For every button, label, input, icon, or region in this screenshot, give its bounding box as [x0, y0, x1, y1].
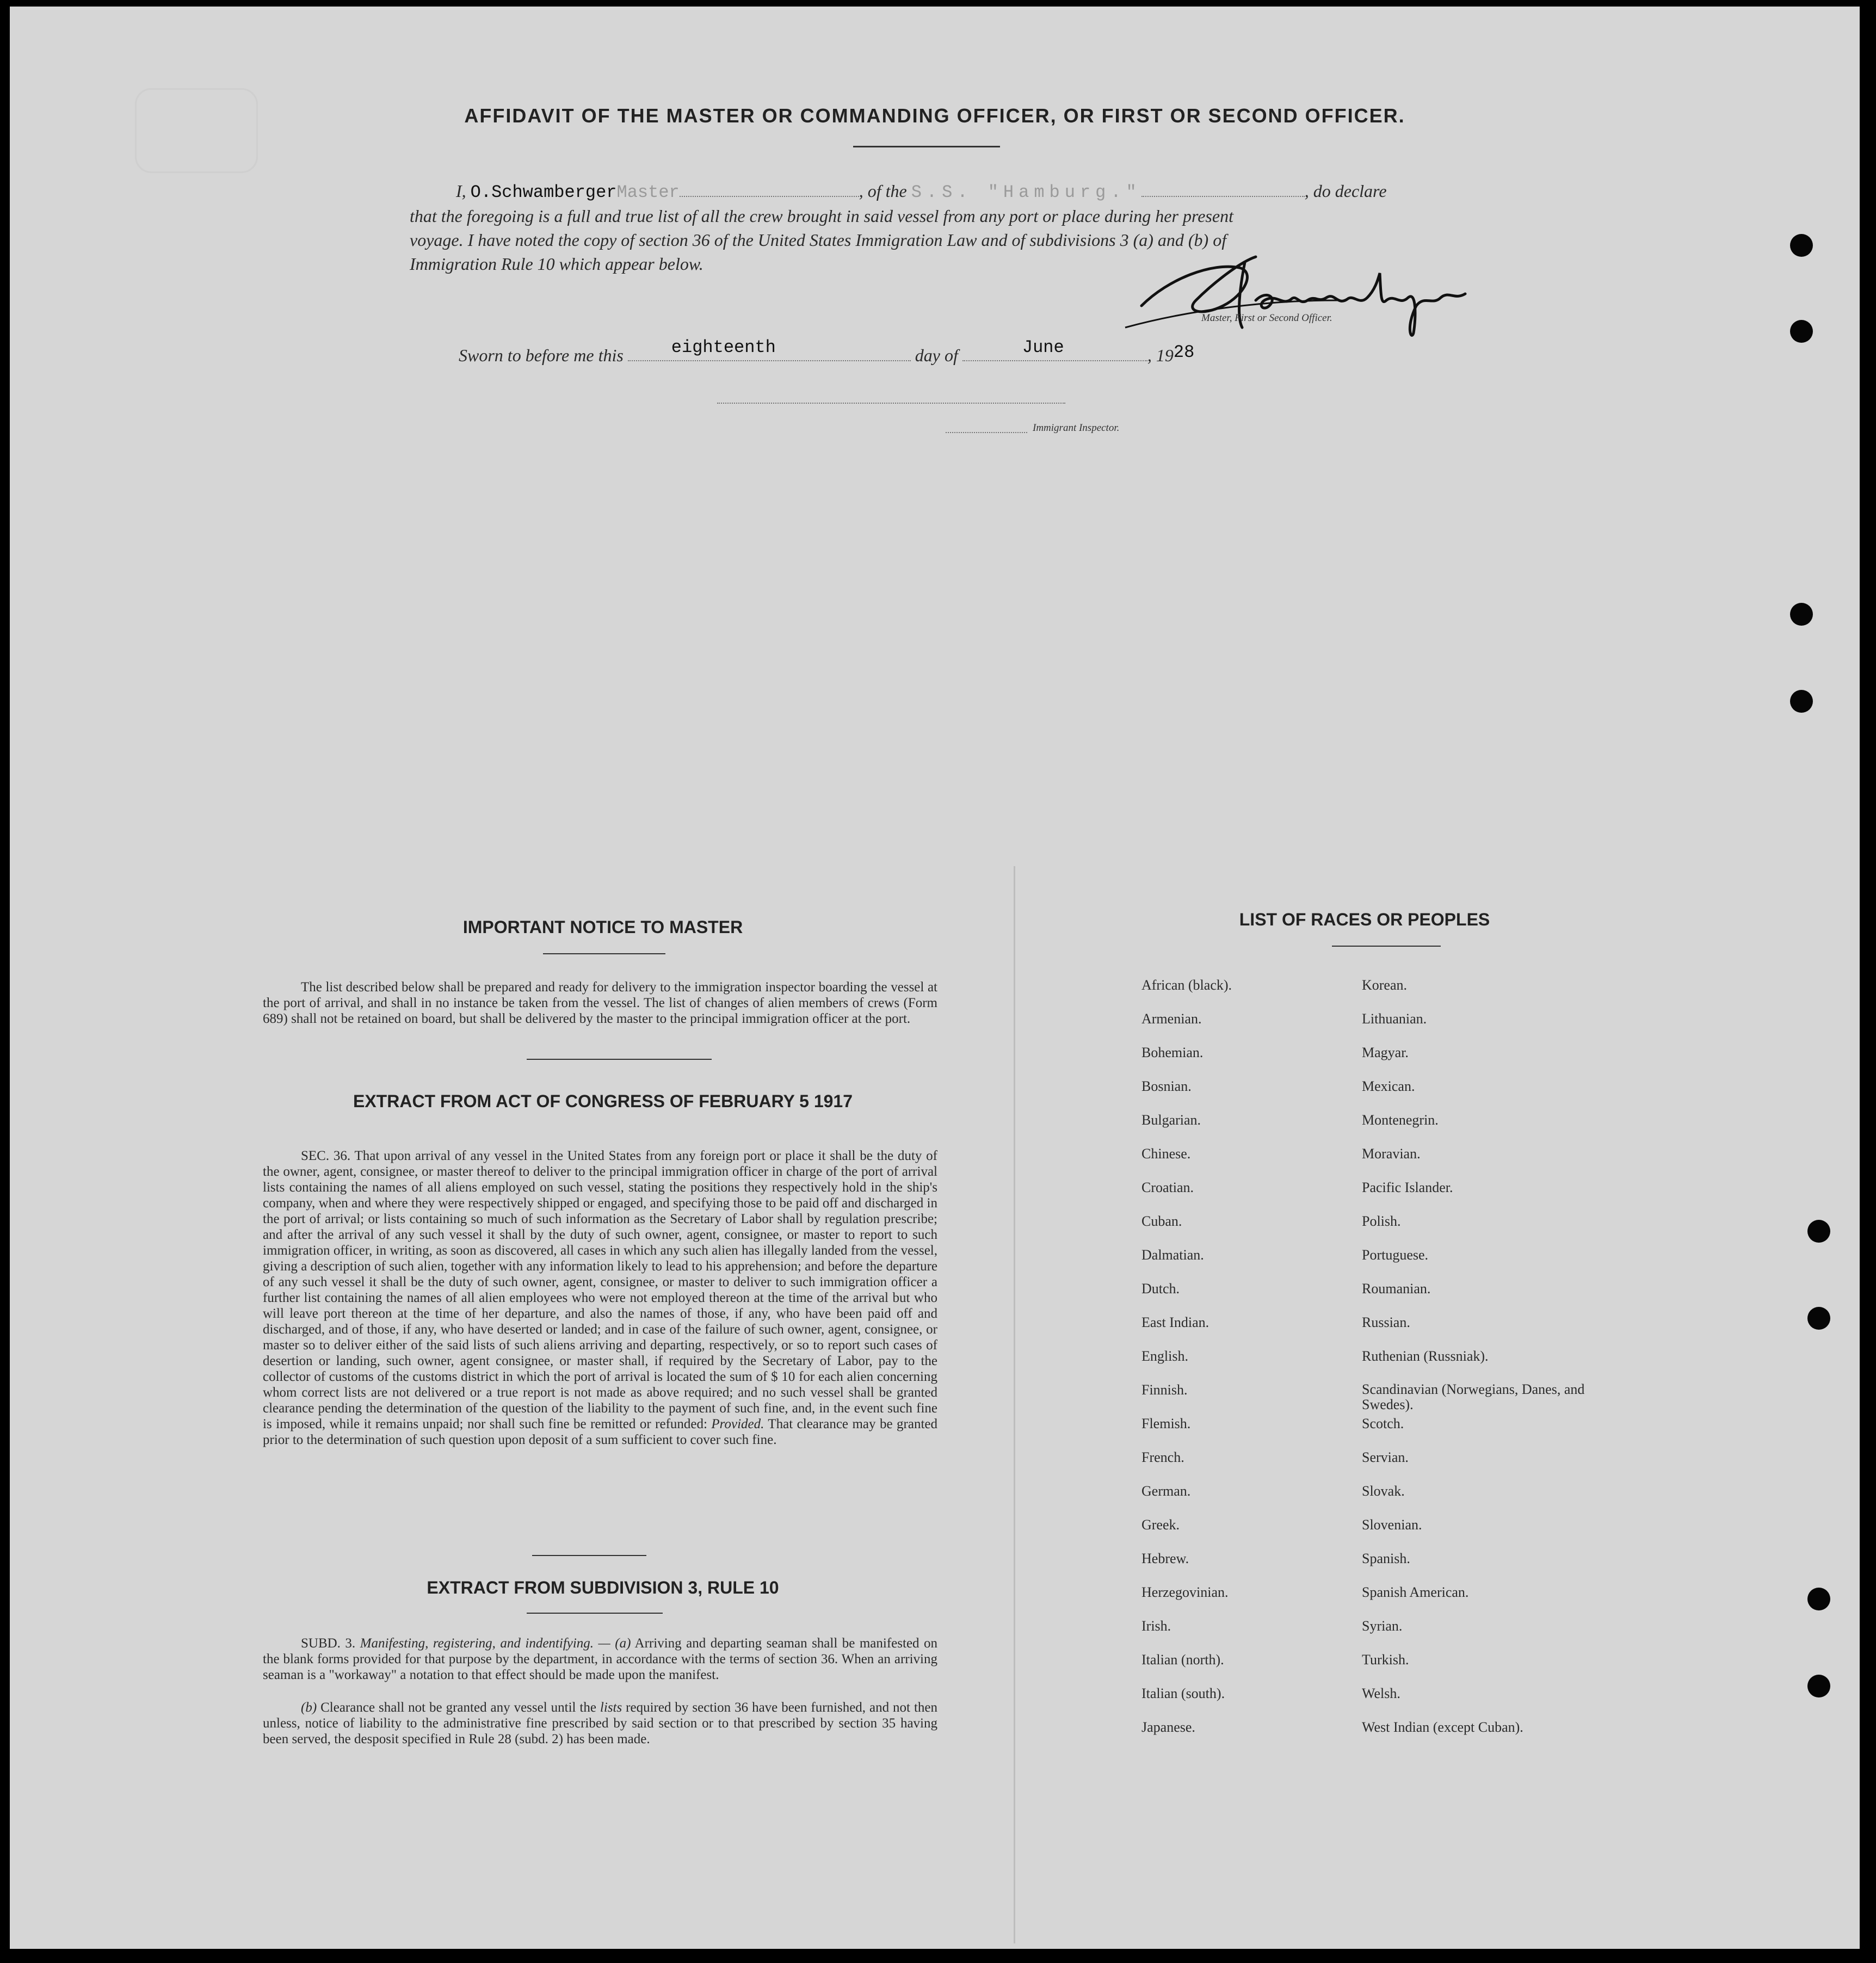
race-item: Ruthenian (Russniak). — [1362, 1348, 1489, 1364]
binder-hole — [1790, 320, 1813, 343]
race-item: Scotch. — [1362, 1416, 1404, 1431]
binder-hole — [1790, 603, 1813, 626]
affidavit-line-1 — [456, 178, 1387, 205]
race-item: Scandinavian (Norwegians, Danes, and Swedes). — [1362, 1381, 1585, 1412]
sworn-line — [459, 337, 1195, 369]
race-item: Croatian. — [1141, 1180, 1194, 1195]
act-body: SEC. 36. That upon arrival of any vessel in the United States from any foreign port or place it shall be the duty of the owner, agent, consignee, or master thereof to deliver to the principal immigration officer in charge of the port of arrival lists containing the names of all aliens employed on such vessel, stating the positions they respectively hold in the ship's company, when and where they were respectively shipped or engaged, and specifying those to be paid off and discharged in the port of arrival; or lists containing so much of such information as the Secretary of Labor shall by regulation prescribe; and after the arrival of any such vessel it shall by the duty of such owner, agent, consignee, or master to report to such immigration officer, in writing, as soon as discovered, all cases in which any such alien has illegally landed from the vessel, giving a description of such alien, together with any information likely to lead to his apprehension; and before the departure of any such vessel it shall be the duty of such owner, agent, consignee, or master to deliver to such immigration officer a further list containing the names of all alien employees who were not employed thereon at the time of the arrival but who will leave port thereon at the time of her departure, and also the names of those, if any, who have been paid off and discharged, and of those, if any, who have deserted or landed; and in case of the failure of such owner, agent, consignee, or master so to deliver either of the said lists of such aliens arriving and departing, respectively, or so to report such cases of desertion or landing, such owner, agent consignee, or master shall, if required by the Secretary of Labor, pay to the collector of customs of the customs district in which the port of arrival is located the sum of $ 10 for each alien concerning whom correct lists are not delivered or a true report is not made as above required; and no such vessel shall be granted clearance pending the determination of the question of the liability to the payment of such fine, and, in the event such fine is imposed, while it remains unpaid; nor shall such fine be remitted or refunded: — [263, 1149, 937, 1431]
sworn-month-field — [962, 337, 1147, 361]
race-item: Welsh. — [1362, 1686, 1400, 1701]
binder-hole — [1790, 690, 1813, 713]
sworn-month: June — [1022, 337, 1064, 357]
race-item: Polish. — [1362, 1213, 1401, 1229]
rule10-rule — [527, 1613, 663, 1614]
race-item: Bulgarian. — [1141, 1112, 1201, 1128]
act-text — [263, 1148, 937, 1448]
race-item: Portuguese. — [1362, 1247, 1429, 1263]
binder-hole — [1807, 1220, 1830, 1243]
master-rank: Master — [616, 182, 680, 202]
affidavit-heading: AFFIDAVIT OF THE MASTER OR COMMANDING OFFICER, OR FIRST OR SECOND OFFICER. — [464, 104, 1405, 127]
race-item: Lithuanian. — [1362, 1011, 1427, 1027]
year-prefix: , 19 — [1147, 345, 1174, 365]
binder-hole — [1807, 1588, 1830, 1610]
rule10-a-text: Arriving and departing seaman shall be manifested on the blank forms provided for that purpose by the department, in accordance with the terms of section 36. When an arriving seaman is a "workaway" a notation to that effect should be made upon the manifest. — [263, 1636, 938, 1682]
i-prefix: I, — [456, 181, 466, 201]
race-item: Montenegrin. — [1362, 1112, 1439, 1128]
affidavit-line-4: Immigration Rule 10 which appear below. — [410, 254, 704, 274]
race-item: Russian. — [1362, 1314, 1410, 1330]
races-left-column — [1141, 977, 1370, 1753]
binder-hole — [1807, 1675, 1830, 1697]
race-item: Spanish American. — [1362, 1584, 1469, 1600]
sworn-day: eighteenth — [671, 337, 776, 357]
race-item: Hebrew. — [1141, 1551, 1189, 1566]
race-item: Dutch. — [1141, 1281, 1180, 1297]
race-item: Roumanian. — [1362, 1281, 1431, 1297]
rule10-a — [263, 1635, 937, 1683]
of-the-label: , of the — [859, 181, 907, 201]
notice-rule — [543, 953, 665, 954]
race-item: Flemish. — [1141, 1416, 1191, 1431]
races-rule — [1332, 946, 1441, 947]
sworn-prefix: Sworn to before me this — [459, 345, 624, 365]
notice-title: IMPORTANT NOTICE TO MASTER — [462, 917, 743, 937]
race-item: Italian (north). — [1141, 1652, 1224, 1668]
rule10-b-text2: required by section 36 have been furnished, and not then unless, notice of liability to the administrative fine prescribed by said section or to that prescribed by section 35 having been served, the desposit specified in Rule 28 (subd. 2) has been made. — [263, 1700, 937, 1746]
race-item: Servian. — [1362, 1449, 1409, 1465]
race-item: African (black). — [1141, 977, 1232, 993]
rule10-b-text1: Clearance shall not be granted any vessel until the — [320, 1700, 596, 1715]
vessel-name: S.S. "Hamburg." — [911, 182, 1141, 202]
day-of-label: day of — [915, 345, 958, 365]
rule10-a-italic: Manifesting, registering, and indentifying. — (a) — [360, 1636, 631, 1651]
race-item: Japanese. — [1141, 1719, 1195, 1735]
race-item: Dalmatian. — [1141, 1247, 1204, 1263]
race-item: Korean. — [1362, 977, 1408, 993]
signature-caption: Master, First or Second Officer. — [1201, 312, 1332, 324]
master-name: O.Schwamberger — [470, 182, 617, 202]
rule10-b-italic: lists — [600, 1700, 622, 1715]
affidavit-line-2: that the foregoing is a full and true list of all the crew brought in said vessel from any port or place during her present — [410, 206, 1233, 226]
race-item: East Indian. — [1141, 1314, 1209, 1330]
separator-rule-1 — [527, 1059, 712, 1060]
races-list — [1141, 977, 1686, 1766]
race-item: Turkish. — [1362, 1652, 1409, 1668]
race-item: German. — [1141, 1483, 1191, 1499]
race-item: Slovenian. — [1362, 1517, 1422, 1533]
notice-text: The list described below shall be prepared and ready for delivery to the immigration inspector boarding the vessel at the port of arrival, and shall in no instance be taken from the vessel. The list of changes of alien members of crews (Form 689) shall not be retained on board, but shall be delivered by the master to the principal immigration officer at the port. — [263, 980, 937, 1026]
race-item: English. — [1141, 1348, 1188, 1364]
race-item: Bohemian. — [1141, 1045, 1204, 1060]
document-page — [10, 7, 1860, 1949]
rule10-a-prefix: SUBD. 3. — [301, 1636, 356, 1651]
race-item: Herzegovinian. — [1141, 1584, 1229, 1600]
act-title: EXTRACT FROM ACT OF CONGRESS OF FEBRUARY 5 1917 — [353, 1091, 853, 1111]
race-item: Spanish. — [1362, 1551, 1410, 1566]
race-item: Finnish. — [1141, 1382, 1188, 1398]
separator-rule-2 — [532, 1555, 646, 1556]
race-item: Irish. — [1141, 1618, 1171, 1634]
binder-hole — [1807, 1307, 1830, 1330]
rule10-b — [263, 1700, 937, 1747]
vessel-dotted-line — [1141, 196, 1305, 197]
race-item: Italian (south). — [1141, 1686, 1225, 1701]
race-item: Magyar. — [1362, 1045, 1409, 1060]
master-signature — [1120, 246, 1479, 344]
faded-stamp — [135, 88, 258, 173]
races-title: LIST OF RACES OR PEOPLES — [1239, 910, 1490, 929]
act-provided: Provided. — [711, 1417, 764, 1431]
do-declare-label: , do declare — [1304, 181, 1387, 201]
race-item: Chinese. — [1141, 1146, 1191, 1162]
races-right-column — [1362, 977, 1590, 1753]
race-item: Mexican. — [1362, 1078, 1415, 1094]
race-item: Armenian. — [1141, 1011, 1202, 1027]
name-dotted-line — [680, 196, 859, 197]
heading-rule — [853, 146, 1000, 147]
race-item: Slovak. — [1362, 1483, 1405, 1499]
inspector-signature-line — [717, 403, 1065, 404]
rule10-b-prefix: (b) — [301, 1700, 317, 1715]
race-item: Bosnian. — [1141, 1078, 1192, 1094]
race-item: Moravian. — [1362, 1146, 1421, 1162]
year-suffix: 28 — [1173, 342, 1195, 362]
inspector-caption: Immigrant Inspector. — [1033, 422, 1120, 434]
race-item: Syrian. — [1362, 1618, 1403, 1634]
rule10-title: EXTRACT FROM SUBDIVISION 3, RULE 10 — [427, 1578, 779, 1597]
binder-hole — [1790, 234, 1813, 257]
sworn-day-field — [628, 337, 911, 361]
race-item: Greek. — [1141, 1517, 1180, 1533]
race-item: Pacific Islander. — [1362, 1180, 1453, 1195]
race-item: French. — [1141, 1449, 1184, 1465]
column-divider — [1014, 866, 1015, 1943]
race-item: Cuban. — [1141, 1213, 1182, 1229]
affidavit-line-3: voyage. I have noted the copy of section 36 of the United States Immigration Law and of subdivisions 3 (a) and (b) of — [410, 230, 1227, 250]
inspector-dotted-line — [946, 432, 1027, 433]
act-body-end: That clearance may be granted prior to the determination of such question upon deposit of a sum sufficient to cover such fine. — [263, 1417, 937, 1447]
race-item: West Indian (except Cuban). — [1362, 1719, 1523, 1735]
